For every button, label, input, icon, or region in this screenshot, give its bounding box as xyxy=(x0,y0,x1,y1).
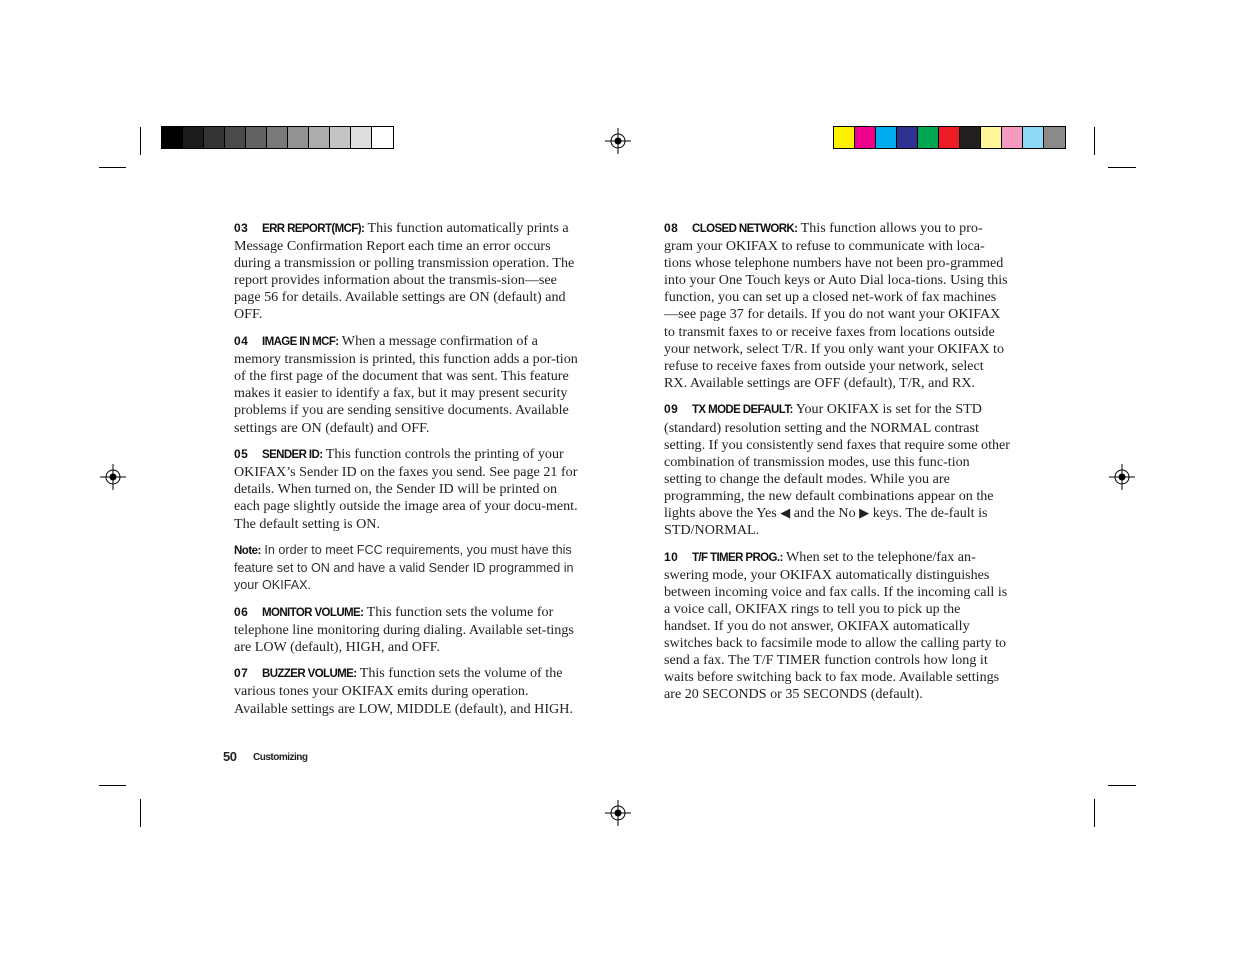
section-09 xyxy=(664,401,1010,539)
section-number: 10 xyxy=(664,549,679,564)
section-06 xyxy=(234,604,580,656)
right-triangle-icon: ▶ xyxy=(859,506,870,521)
color-swatch xyxy=(834,127,855,148)
section-number: 04 xyxy=(234,334,249,349)
color-swatch xyxy=(225,127,246,148)
color-swatch xyxy=(960,127,981,148)
section-number: 03 xyxy=(234,221,249,235)
registration-mark-icon xyxy=(1109,464,1135,490)
section-10 xyxy=(664,549,1010,704)
crop-mark xyxy=(140,127,141,155)
color-calibration-bar xyxy=(833,126,1066,149)
section-heading: BUZZER VOLUME: xyxy=(262,668,357,681)
color-swatch xyxy=(855,127,876,148)
section-heading: T/F TIMER PROG.: xyxy=(692,551,783,564)
crop-mark xyxy=(99,785,126,786)
section-number: 05 xyxy=(234,447,249,462)
crop-mark xyxy=(1108,167,1136,168)
color-swatch xyxy=(939,127,960,148)
color-swatch xyxy=(162,127,183,148)
color-swatch xyxy=(918,127,939,148)
registration-mark-icon xyxy=(605,128,631,154)
crop-mark xyxy=(99,167,126,168)
color-swatch xyxy=(981,127,1002,148)
grayscale-calibration-bar xyxy=(161,126,394,149)
section-number: 08 xyxy=(664,221,679,235)
note-label: Note: xyxy=(234,545,261,558)
note xyxy=(234,542,580,594)
section-number: 09 xyxy=(664,402,679,417)
left-triangle-icon: ◀ xyxy=(780,506,791,521)
color-swatch xyxy=(1023,127,1044,148)
color-swatch xyxy=(309,127,330,148)
section-07 xyxy=(234,665,580,717)
section-number: 06 xyxy=(234,604,249,619)
color-swatch xyxy=(183,127,204,148)
section-heading: CLOSED NETWORK: xyxy=(692,223,798,235)
section-04 xyxy=(234,333,580,437)
crop-mark xyxy=(1094,127,1095,155)
color-swatch xyxy=(876,127,897,148)
section-05 xyxy=(234,446,580,532)
crop-mark xyxy=(1108,785,1136,786)
color-swatch xyxy=(372,127,393,148)
color-swatch xyxy=(267,127,288,148)
color-swatch xyxy=(897,127,918,148)
section-text: When set to the telephone/fax an-swering mode, your OKIFAX automatically distinguishes between incoming voice and fax calls. If the incoming call is a voice call, OKIFAX rings to tell you to pick up the handset. If you do not answer, OKIFAX automatically switches back to facsimile mode to allow the calling party to send a fax. The T/F TIMER function controls how long it waits before switching back to fax mode. Available settings are 20 SECONDS or 35 SECONDS (default). xyxy=(664,548,1008,703)
color-swatch xyxy=(1002,127,1023,148)
section-text: This function automatically prints a Message Confirmation Report each time an error occurs during a transmission or polling transmission operation. The report provides information about the transmis-sion—see page 56 for details. Available settings are ON (default) and OFF. xyxy=(234,220,575,323)
left-column xyxy=(234,220,580,727)
section-text: Your OKIFAX is set for the STD (standard) resolution setting and the NORMAL contrast setting. If you consistently send faxes that require some other combination of transmission modes, use this func-tion setting to change the default modes. While you are programming, the new default combinations appear on the lights above the Yes xyxy=(664,401,1010,521)
color-swatch xyxy=(351,127,372,148)
section-03 xyxy=(234,220,580,324)
section-heading: MONITOR VOLUME: xyxy=(262,606,364,619)
section-text: This function sets the volume for telephone line monitoring during dialing. Available set-tings are LOW (default), HIGH, and OFF. xyxy=(234,603,574,655)
registration-mark-icon xyxy=(100,464,126,490)
section-text: When a message confirmation of a memory transmission is printed, this function adds a por-tion of the first page of the document that was sent. This feature makes it easier to identify a fax, but it may present security problems if you are sending sensitive documents. Available settings are ON (default) and OFF. xyxy=(234,333,578,436)
section-text: This function sets the volume of the various tones your OKIFAX emits during operation. Available settings are LOW, MIDDLE (default), and HIGH. xyxy=(234,665,573,717)
section-text: keys. The de-fault is STD/NORMAL. xyxy=(664,505,988,539)
color-swatch xyxy=(204,127,225,148)
color-swatch xyxy=(330,127,351,148)
registration-mark-icon xyxy=(605,800,631,826)
color-swatch xyxy=(246,127,267,148)
section-label: Customizing xyxy=(253,752,308,763)
right-column xyxy=(664,220,1010,713)
section-heading: IMAGE IN MCF: xyxy=(262,336,339,349)
section-heading: ERR REPORT(MCF): xyxy=(262,223,365,235)
section-heading: SENDER ID: xyxy=(262,449,323,462)
section-text: and the No xyxy=(790,505,860,521)
note-text: In order to meet FCC requirements, you must have this feature set to ON and have a valid Sender ID programmed in your OKIFAX. xyxy=(234,543,574,593)
section-text: This function controls the printing of your OKIFAX’s Sender ID on the faxes you send. See page 21 for details. When turned on, the Sender ID will be printed on each page slightly outside the image area of your docu-ment. The default setting is ON. xyxy=(234,446,578,532)
crop-mark xyxy=(1094,799,1095,827)
section-08 xyxy=(664,220,1010,392)
color-swatch xyxy=(288,127,309,148)
section-heading: TX MODE DEFAULT: xyxy=(692,404,793,417)
page-number: 50 xyxy=(223,749,237,764)
crop-mark xyxy=(140,799,141,827)
color-swatch xyxy=(1044,127,1065,148)
section-text: This function allows you to pro-gram your OKIFAX to refuse to communicate with loca-tions whose telephone numbers have not been pro-grammed into your One Touch keys or Auto Dial loca-tions. Using this function, you can set up a closed net-work of fax machines—see page 37 for details. If you do not want your OKIFAX to transmit faxes to or receive faxes from locations outside your network, select T/R. If you only want your OKIFAX to refuse to receive faxes from outside your network, select RX. Available settings are OFF (default), T/R, and RX. xyxy=(664,220,1008,391)
section-number: 07 xyxy=(234,666,249,681)
